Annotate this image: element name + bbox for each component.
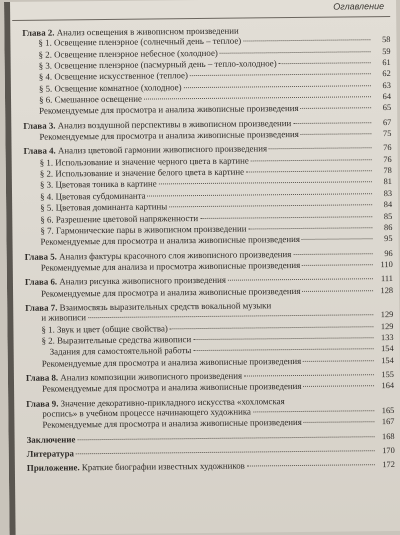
toc-entry-text: § 4. Цветовая субдоминанта	[39, 190, 146, 202]
toc-entry-title	[50, 345, 192, 357]
toc-entry	[23, 128, 391, 143]
page-number: 168	[381, 431, 395, 441]
page-number: 63	[382, 80, 391, 90]
dot-leader	[303, 360, 374, 362]
page-number: 64	[382, 92, 392, 102]
toc-entry-title	[39, 71, 188, 83]
page-number: 62	[382, 69, 391, 79]
dot-leader	[159, 182, 372, 185]
toc-entry	[26, 380, 394, 395]
toc-entry-text: Анализ фактуры красочного слоя живописного произведения	[56, 248, 292, 262]
toc-entry-text: Значение декоративно-прикладного искусства «хохломская	[58, 395, 285, 409]
toc-entry-text: Рекомендуемые для анализа и просмотра живописные произведения	[40, 259, 301, 273]
page-number: 85	[383, 211, 393, 221]
toc-entry	[24, 233, 392, 248]
dot-leader	[200, 216, 372, 219]
page-number: 65	[382, 103, 392, 113]
dot-leader	[169, 204, 372, 207]
toc-entry-title	[39, 129, 299, 142]
toc-entry-text: § 6. Разрешение цветовой напряженности	[40, 212, 199, 225]
toc-entry-title	[40, 223, 246, 236]
toc-entry-title	[42, 417, 302, 430]
toc-entry-title	[40, 167, 244, 179]
page-number: 167	[381, 417, 395, 427]
toc-entry-label: Заключение	[26, 434, 76, 445]
dot-leader	[190, 74, 371, 77]
toc-entry-title	[40, 202, 167, 214]
toc-section-entry	[27, 459, 395, 474]
book-page	[4, 0, 400, 535]
toc-entry-text: § 7. Гармонические пары в живописном произведении	[40, 223, 247, 236]
toc-entry-label: Глава 4.	[23, 145, 56, 157]
toc-entry-title	[27, 461, 245, 474]
page-number: 81	[383, 177, 392, 187]
toc-entry	[26, 416, 394, 431]
page-number: 67	[382, 117, 392, 127]
toc-entry-text: Анализ рисунка живописного произведения	[57, 274, 227, 287]
toc-entry-text: § 3. Цветовая тоника в картине	[39, 178, 157, 191]
toc-entry-label: Глава 8.	[25, 372, 59, 383]
dot-leader	[279, 62, 371, 64]
dot-leader	[220, 51, 371, 54]
page-number: 165	[381, 405, 395, 416]
page-number: 164	[381, 381, 395, 391]
toc-entry-label: Глава 6.	[24, 276, 58, 288]
page-number: 75	[382, 129, 392, 139]
page-number: 95	[384, 234, 393, 244]
page-number: 111	[380, 274, 393, 284]
dot-leader	[303, 386, 374, 388]
toc-entry-label: Глава 7.	[25, 302, 58, 313]
toc-entry-title	[42, 356, 302, 369]
toc-entry-title	[40, 179, 157, 191]
dot-leader	[301, 133, 372, 135]
dot-leader	[193, 348, 373, 351]
page-number: 59	[382, 46, 391, 56]
toc-entry-title	[27, 434, 76, 445]
toc-entry-text: Рекомендуемые для просмотра и анализа живописные произведения	[42, 381, 302, 394]
dot-leader	[253, 410, 374, 412]
toc-entry-text: Взаимосвязь выразительных средств вокальной музыки	[57, 300, 272, 313]
toc-entry	[25, 285, 393, 300]
toc-entry-title	[27, 448, 74, 459]
dot-leader	[248, 227, 372, 229]
page-number: 83	[383, 188, 393, 198]
dot-leader	[293, 122, 371, 124]
toc-entry-text: § 2. Использование и значение белого цвета в картине	[39, 166, 245, 179]
dot-leader	[246, 170, 372, 172]
toc-entry-title	[41, 312, 86, 323]
toc-entry-text: § 1. Освещение пленэрное (солнечный день – теплое)	[38, 35, 242, 49]
dot-leader	[247, 465, 375, 467]
dot-leader	[88, 314, 373, 318]
page-edge	[4, 2, 16, 535]
toc-entry-text: Рекомендуемые для просмотра и анализа живописные произведения	[41, 355, 302, 369]
dot-leader	[228, 278, 373, 281]
page-number: 128	[380, 285, 394, 295]
table-of-contents	[22, 24, 395, 475]
dot-leader	[244, 374, 374, 376]
page-number: 129	[380, 321, 394, 331]
toc-entry-label: Глава 2.	[22, 27, 55, 38]
dot-leader	[251, 159, 372, 161]
page-number: 78	[383, 166, 392, 176]
toc-entry-title	[42, 334, 192, 346]
page-number: 76	[383, 143, 392, 153]
toc-entry-title	[41, 323, 168, 335]
toc-entry-title	[25, 275, 226, 287]
toc-entry-text: Анализ воздушной перспективы в живописном произведении	[55, 117, 292, 131]
toc-entry-title	[40, 155, 249, 168]
dot-leader	[144, 96, 371, 99]
toc-entry-text: Краткие биографии известных художников	[79, 460, 245, 473]
toc-entry-text: Рекомендуемые для просмотра и анализа живописные произведения	[41, 285, 301, 299]
toc-entry-label: Приложение.	[26, 462, 80, 474]
toc-entry-title	[42, 381, 302, 394]
dot-leader	[193, 337, 373, 340]
toc-entry	[25, 259, 393, 274]
page-number: 154	[381, 355, 394, 365]
dot-leader	[243, 40, 370, 42]
toc-entry-title	[39, 48, 218, 60]
page-number: 154	[381, 344, 394, 354]
toc-entry-title	[39, 103, 299, 116]
dot-leader	[302, 238, 373, 240]
toc-entry-title	[41, 286, 301, 299]
toc-entry-title	[40, 190, 146, 201]
page-number: 133	[380, 332, 394, 343]
toc-entry-text: роспись» в учебном процессе начинающего художника	[42, 406, 252, 419]
toc-entry-title	[39, 82, 182, 94]
toc-entry-label: Литература	[26, 448, 75, 459]
toc-entry-title	[40, 213, 198, 225]
toc-entry-title	[38, 36, 241, 48]
toc-entry-label: Глава 5.	[24, 251, 57, 262]
dot-leader	[77, 436, 374, 440]
toc-entry	[26, 355, 394, 370]
page-number: 129	[380, 310, 394, 320]
toc-entry-title	[40, 234, 300, 247]
dot-leader	[269, 148, 372, 150]
toc-entry-text: § 4. Освещение искусственное (теплое)	[38, 70, 188, 83]
dot-leader	[304, 422, 375, 424]
page-number: 86	[383, 222, 393, 232]
page-number: 110	[380, 259, 393, 269]
page-number: 61	[382, 58, 391, 68]
toc-section-entry	[27, 431, 395, 446]
toc-entry-text: § 1. Использование и значение черного цвета в картине	[39, 155, 249, 168]
toc-entry-text: § 1. Звук и цвет (общие свойства)	[41, 322, 168, 335]
toc-entry-title	[42, 406, 251, 419]
page-number: 155	[381, 369, 394, 380]
toc-entry-text: Анализ освещения в живописном произведении	[54, 25, 239, 38]
page-number: 172	[382, 460, 395, 470]
toc-entry-text: § 2. Освещение пленэрное небесное (холодное)	[38, 47, 218, 60]
toc-entry-text: Анализ цветовой гармонии живописного произведения	[55, 143, 268, 156]
toc-entry-text: § 5. Освещение комнатное (холодное)	[38, 81, 182, 94]
toc-entry-text: § 5. Цветовая доминанта картины	[40, 201, 168, 213]
toc-entry-text: § 6. Смешанное освещение	[38, 93, 142, 105]
page-number: 170	[382, 446, 395, 456]
toc-entry-text: Рекомендуемые для просмотра и анализа живописные произведения	[42, 417, 302, 431]
dot-leader	[148, 193, 373, 196]
page-number: 96	[384, 248, 393, 258]
toc-section-entry	[27, 445, 395, 460]
toc-entry	[23, 102, 391, 117]
dot-leader	[301, 108, 372, 110]
toc-entry-text: Рекомендуемые для просмотра и анализа живописные произведения	[39, 129, 299, 142]
toc-entry-text: Рекомендуемые для просмотра и анализа живописные произведения	[40, 234, 300, 247]
page-number: 84	[383, 200, 393, 210]
toc-entry-text: Рекомендуемые для просмотра и анализа живописные произведения	[39, 103, 299, 117]
toc-entry-text: Анализ композиции живописного произведения	[58, 370, 243, 383]
dot-leader	[293, 253, 372, 255]
toc-entry-label: Глава 9.	[26, 398, 59, 409]
dot-leader	[302, 264, 373, 266]
page-number: 58	[382, 35, 391, 45]
page-number: 76	[383, 154, 392, 164]
toc-entry-title	[39, 94, 142, 105]
toc-entry-text: § 2. Выразительные средства живописи	[41, 334, 192, 346]
toc-entry-text: § 3. Освещение пленэрное (пасмурный день – тепло-холодное)	[38, 58, 277, 71]
header-label: Оглавление	[333, 1, 385, 12]
dot-leader	[170, 326, 374, 329]
toc-entry-text: и живописи	[41, 312, 86, 323]
dot-leader	[302, 290, 373, 292]
running-header	[12, 0, 390, 21]
dot-leader	[76, 450, 375, 454]
toc-entry-label: Глава 3.	[23, 120, 56, 131]
toc-entry-text: Задания для самостоятельной работы	[49, 345, 192, 357]
toc-entry-title	[41, 260, 301, 273]
dot-leader	[184, 85, 371, 88]
